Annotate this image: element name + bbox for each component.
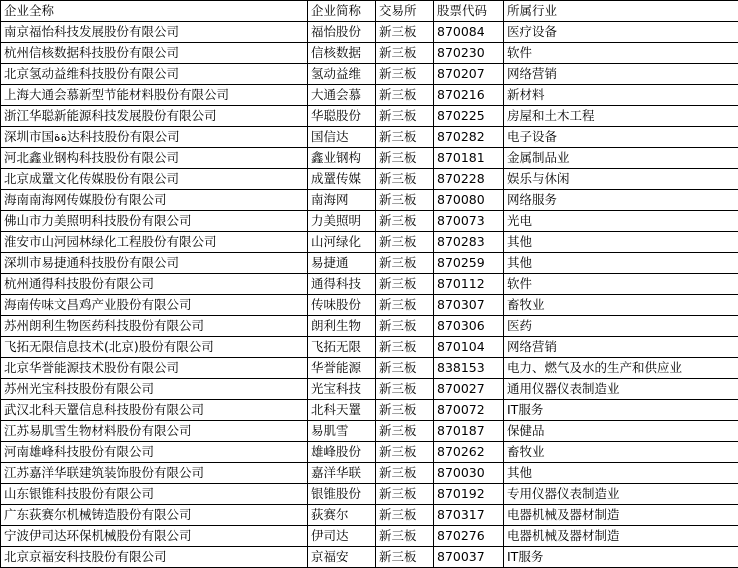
table-cell: 南海网 (308, 190, 376, 211)
table-cell: 娱乐与休闲 (504, 169, 738, 190)
table-cell: 870225 (434, 106, 504, 127)
table-row (1, 127, 738, 148)
table-cell: 易捷通 (308, 253, 376, 274)
table-cell: 北京成罿文化传媒股份有限公司 (1, 169, 308, 190)
table-cell: 氢动益维 (308, 64, 376, 85)
table-cell: 伊司达 (308, 526, 376, 547)
table-row (1, 211, 738, 232)
table-cell: 畜牧业 (504, 442, 738, 463)
table-cell: 870228 (434, 169, 504, 190)
table-row (1, 85, 738, 106)
table-row (1, 190, 738, 211)
table-cell: 870187 (434, 421, 504, 442)
table-cell: 新三板 (376, 22, 434, 43)
table-cell: 新三板 (376, 43, 434, 64)
table-cell: 飞拓无限 (308, 337, 376, 358)
table-cell: 新三板 (376, 295, 434, 316)
table-cell: 嘉洋华联 (308, 463, 376, 484)
table-cell: 华聪股份 (308, 106, 376, 127)
table-cell: 其他 (504, 463, 738, 484)
table-cell: 上海大通会慕新型节能材料股份有限公司 (1, 85, 308, 106)
table-cell: 新三板 (376, 85, 434, 106)
table-cell: 870192 (434, 484, 504, 505)
table-cell: 新三板 (376, 379, 434, 400)
table-cell: 870181 (434, 148, 504, 169)
table-cell: 北京华誉能源技术股份有限公司 (1, 358, 308, 379)
table-cell: 新三板 (376, 232, 434, 253)
table-cell: 870027 (434, 379, 504, 400)
table-row (1, 484, 738, 505)
table-cell: 新三板 (376, 253, 434, 274)
table-cell: 河南雄峰科技股份有限公司 (1, 442, 308, 463)
table-cell: 网络服务 (504, 190, 738, 211)
table-cell: 电子设备 (504, 127, 738, 148)
table-cell: 870307 (434, 295, 504, 316)
table-cell: 浙江华聪新能源科技发展股份有限公司 (1, 106, 308, 127)
table-cell: 软件 (504, 43, 738, 64)
table-row (1, 505, 738, 526)
column-header-0: 企业全称 (1, 1, 308, 22)
table-cell: 京福安 (308, 547, 376, 568)
table-cell: 870276 (434, 526, 504, 547)
table-cell: 870259 (434, 253, 504, 274)
table-cell: 医疗设备 (504, 22, 738, 43)
table-cell: 信核数据 (308, 43, 376, 64)
table-cell: 870072 (434, 400, 504, 421)
table-cell: 畜牧业 (504, 295, 738, 316)
table-row (1, 547, 738, 568)
table-cell: 杭州通得科技股份有限公司 (1, 274, 308, 295)
table-cell: 力美照明 (308, 211, 376, 232)
table-cell: 北科天罿 (308, 400, 376, 421)
table-cell: 医药 (504, 316, 738, 337)
table-cell: 870283 (434, 232, 504, 253)
table-cell: 海南传味文昌鸡产业股份有限公司 (1, 295, 308, 316)
table-cell: 870080 (434, 190, 504, 211)
table-cell: 新三板 (376, 442, 434, 463)
column-header-3: 股票代码 (434, 1, 504, 22)
table-cell: 江苏易肌雪生物材料股份有限公司 (1, 421, 308, 442)
table-row (1, 232, 738, 253)
table-cell: 870262 (434, 442, 504, 463)
table-cell: 新三板 (376, 127, 434, 148)
table-cell: 光电 (504, 211, 738, 232)
table-cell: 870306 (434, 316, 504, 337)
table-cell: 870230 (434, 43, 504, 64)
table-cell: IT服务 (504, 547, 738, 568)
table-cell: 河北鑫业钢构科技股份有限公司 (1, 148, 308, 169)
table-cell: 飞拓无限信息技术(北京)股份有限公司 (1, 337, 308, 358)
table-cell: 宁波伊司达环保机械股份有限公司 (1, 526, 308, 547)
table-cell: 淮安市山河园林绿化工程股份有限公司 (1, 232, 308, 253)
table-cell: 山河绿化 (308, 232, 376, 253)
table-cell: 870030 (434, 463, 504, 484)
table-cell: 鑫业钢构 (308, 148, 376, 169)
table-cell: 新三板 (376, 316, 434, 337)
table-row (1, 64, 738, 85)
column-header-1: 企业简称 (308, 1, 376, 22)
table-cell: 新三板 (376, 190, 434, 211)
table-cell: 福怡股份 (308, 22, 376, 43)
table-cell: 金属制品业 (504, 148, 738, 169)
table-cell: 网络营销 (504, 337, 738, 358)
table-cell: 荻赛尔 (308, 505, 376, 526)
table-row (1, 274, 738, 295)
table-cell: 杭州信核数据科技股份有限公司 (1, 43, 308, 64)
table-row (1, 421, 738, 442)
table-cell: 其他 (504, 253, 738, 274)
table-cell: 苏州朗利生物医药科技股份有限公司 (1, 316, 308, 337)
table-cell: 870084 (434, 22, 504, 43)
table-cell: IT服务 (504, 400, 738, 421)
table-cell: 通用仪器仪表制造业 (504, 379, 738, 400)
table-cell: 海南南海网传媒股份有限公司 (1, 190, 308, 211)
table-cell: 新三板 (376, 547, 434, 568)
table-row (1, 358, 738, 379)
table-cell: 易肌雪 (308, 421, 376, 442)
table-cell: 870317 (434, 505, 504, 526)
table-cell: 新三板 (376, 106, 434, 127)
table-cell: 网络营销 (504, 64, 738, 85)
table-cell: 保健品 (504, 421, 738, 442)
table-cell: 银锥股份 (308, 484, 376, 505)
table-cell: 870112 (434, 274, 504, 295)
table-cell: 新三板 (376, 358, 434, 379)
table-row (1, 148, 738, 169)
table-cell: 传味股份 (308, 295, 376, 316)
table-cell: 华誉能源 (308, 358, 376, 379)
table-cell: 新三板 (376, 64, 434, 85)
table-cell: 870282 (434, 127, 504, 148)
table-cell: 电器机械及器材制造 (504, 505, 738, 526)
table-cell: 广东荻赛尔机械铸造股份有限公司 (1, 505, 308, 526)
table-cell: 电器机械及器材制造 (504, 526, 738, 547)
table-cell: 武汉北科天罿信息科技股份有限公司 (1, 400, 308, 421)
table-cell: 专用仪器仪表制造业 (504, 484, 738, 505)
table-row (1, 526, 738, 547)
table-row (1, 253, 738, 274)
table-cell: 电力、燃气及水的生产和供应业 (504, 358, 738, 379)
table-cell: 江苏嘉洋华联建筑装饰股份有限公司 (1, 463, 308, 484)
table-cell: 房屋和土木工程 (504, 106, 738, 127)
table-cell: 新三板 (376, 337, 434, 358)
table-cell: 新三板 (376, 148, 434, 169)
column-header-2: 交易所 (376, 1, 434, 22)
table-cell: 新三板 (376, 484, 434, 505)
table-row (1, 106, 738, 127)
table-cell: 870104 (434, 337, 504, 358)
table-cell: 雄峰股份 (308, 442, 376, 463)
table-cell: 朗利生物 (308, 316, 376, 337)
table-header (1, 1, 738, 22)
table-cell: 838153 (434, 358, 504, 379)
table-cell: 新三板 (376, 211, 434, 232)
table-cell: 新三板 (376, 400, 434, 421)
table-cell: 南京福怡科技发展股份有限公司 (1, 22, 308, 43)
table-row (1, 22, 738, 43)
table-row (1, 400, 738, 421)
table-cell: 870073 (434, 211, 504, 232)
table-cell: 870207 (434, 64, 504, 85)
table-header-row (1, 1, 738, 22)
table-body (1, 22, 738, 568)
table-row (1, 379, 738, 400)
table-row (1, 442, 738, 463)
table-cell: 光宝科技 (308, 379, 376, 400)
table-cell: 新三板 (376, 526, 434, 547)
table-cell: 新三板 (376, 421, 434, 442)
table-cell: 870216 (434, 85, 504, 106)
table-cell: 新三板 (376, 505, 434, 526)
table-cell: 新三板 (376, 274, 434, 295)
table-cell: 新材料 (504, 85, 738, 106)
table-cell: 北京京福安科技股份有限公司 (1, 547, 308, 568)
table-cell: 软件 (504, 274, 738, 295)
table-cell: 其他 (504, 232, 738, 253)
table-cell: 山东银锥科技股份有限公司 (1, 484, 308, 505)
table-cell: 新三板 (376, 169, 434, 190)
table-cell: 苏州光宝科技股份有限公司 (1, 379, 308, 400)
table-cell: 佛山市力美照明科技股份有限公司 (1, 211, 308, 232)
table-cell: 通得科技 (308, 274, 376, 295)
table-cell: 国信达 (308, 127, 376, 148)
table-row (1, 463, 738, 484)
table-row (1, 43, 738, 64)
table-cell: 深圳市易捷通科技股份有限公司 (1, 253, 308, 274)
table-cell: 大通会慕 (308, 85, 376, 106)
table-row (1, 169, 738, 190)
table-cell: 870037 (434, 547, 504, 568)
table-cell: 深圳市国ةة达科技股份有限公司 (1, 127, 308, 148)
table-row (1, 316, 738, 337)
column-header-4: 所属行业 (504, 1, 738, 22)
table-row (1, 337, 738, 358)
table-cell: 新三板 (376, 463, 434, 484)
table-cell: 成罿传媒 (308, 169, 376, 190)
table-cell: 北京氢动益维科技股份有限公司 (1, 64, 308, 85)
table-row (1, 295, 738, 316)
